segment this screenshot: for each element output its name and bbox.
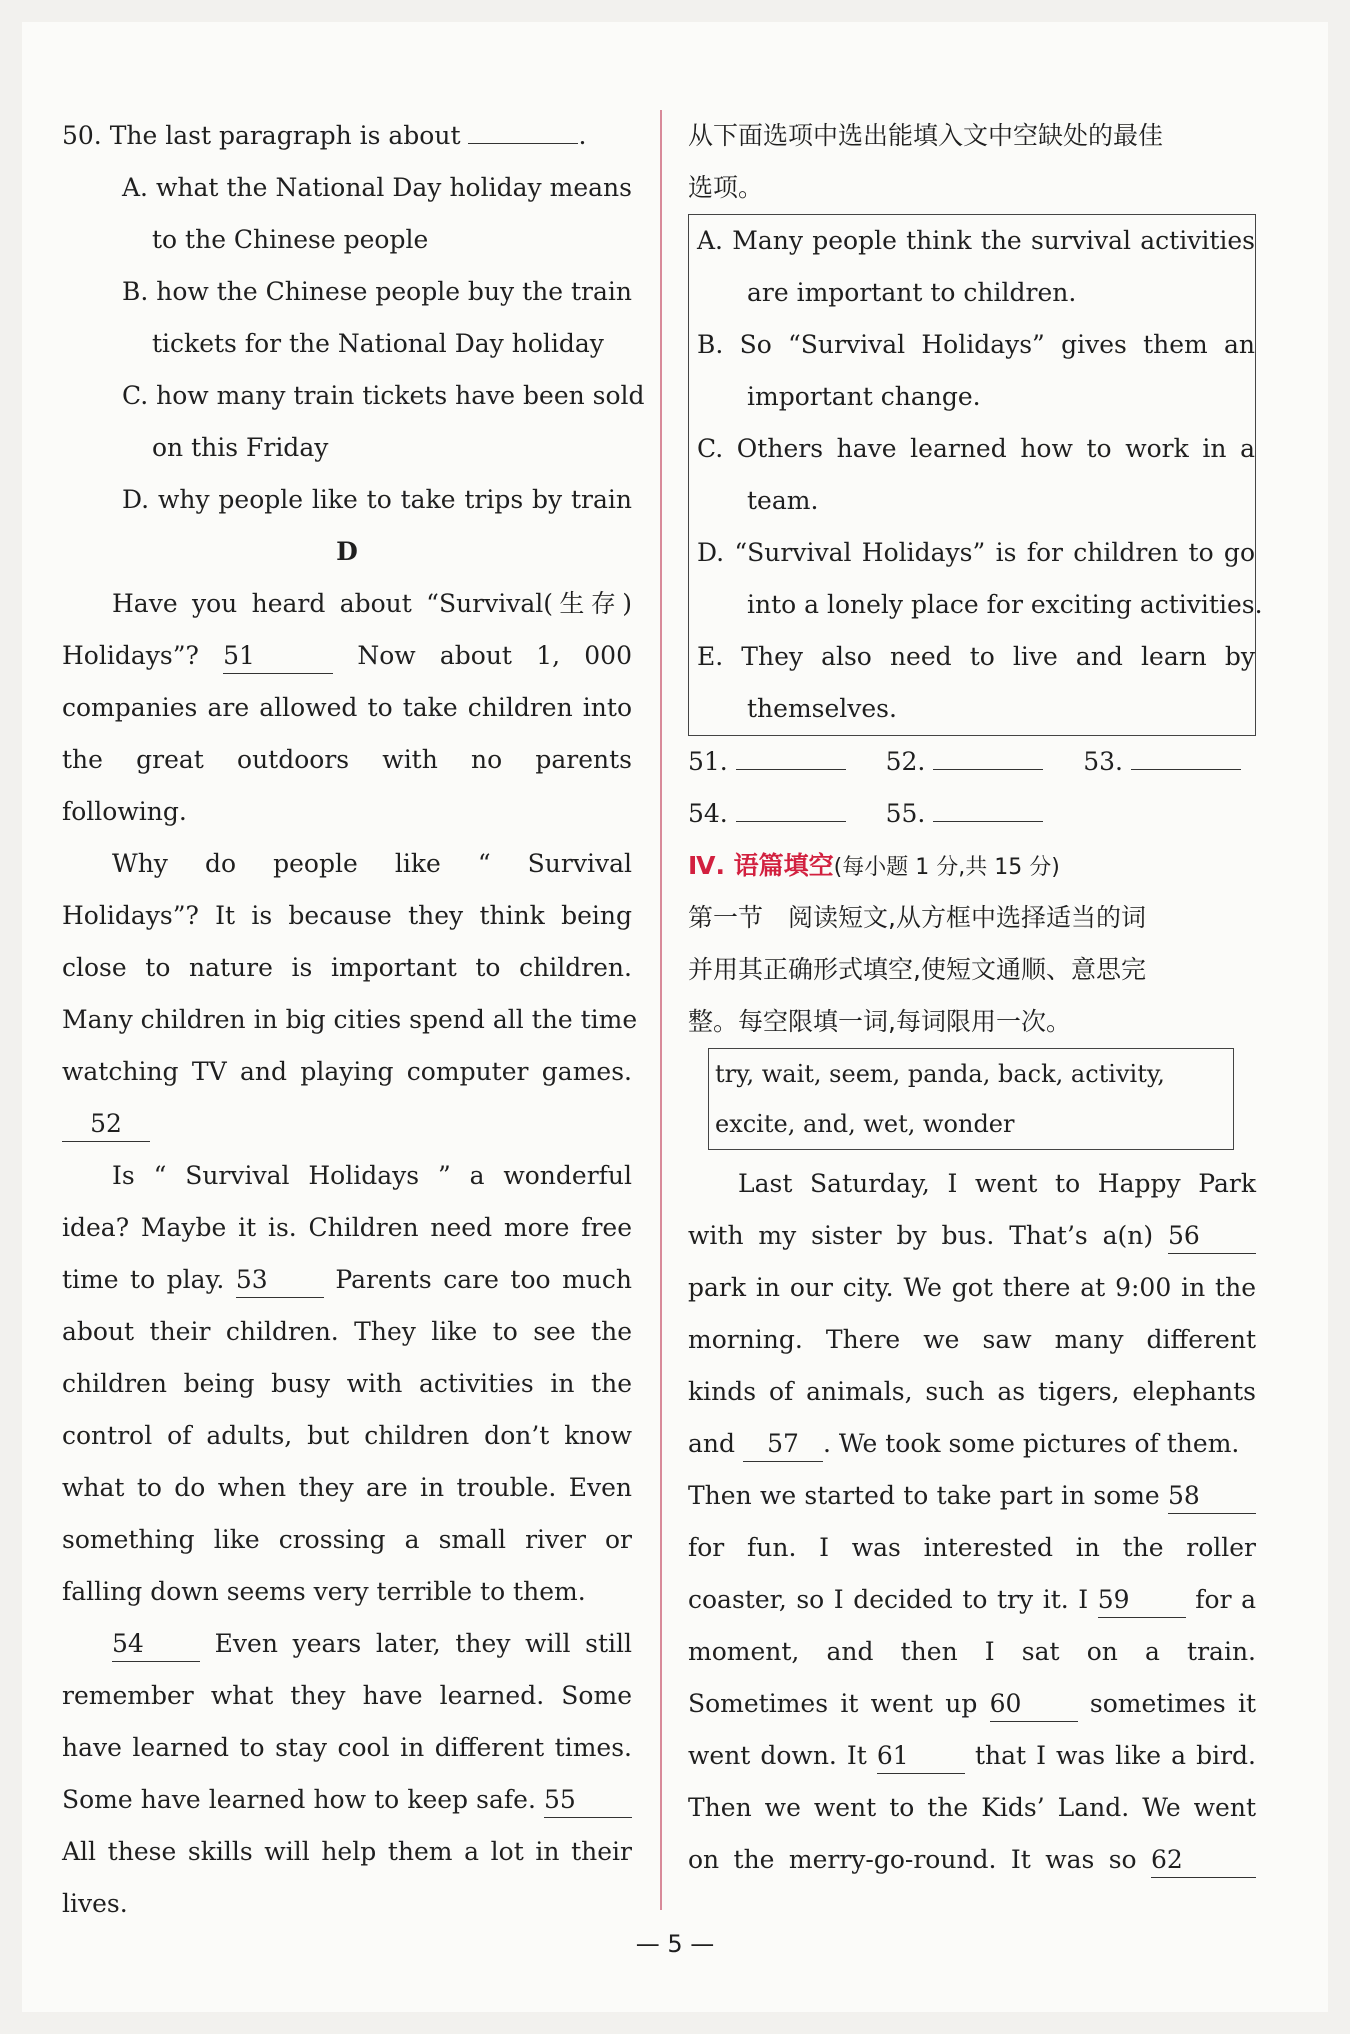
passage-line: have learned to stay cool in different times. [62,1733,632,1762]
option-50b: B. how the Chinese people buy the train [122,277,632,306]
passage-line: following. [62,797,187,826]
passage-line: watching TV and playing computer games. [62,1057,632,1086]
passage-line: Then we started to take part in some 58 [688,1470,1256,1522]
option-c: C. Others have learned how to work in a [697,434,1255,463]
blank-59[interactable]: 59 [1098,1583,1186,1618]
option-d-cont: into a lonely place for exciting activities. [747,590,1263,619]
passage-line [62,1098,632,1150]
left-column [62,110,645,1930]
passage-line: and 57 . We took some pictures of them. [688,1418,1256,1470]
passage-line: Why do people like “ Survival [112,849,632,878]
passage-line: control of adults, but children don’t know [62,1421,632,1450]
passage-line: falling down seems very terrible to them. [62,1577,586,1606]
blank-55[interactable]: 55 [544,1783,632,1818]
option-50d: D. why people like to take trips by train [122,485,632,514]
blank-53[interactable]: 53 [236,1263,324,1298]
option-b-cont: important change. [747,382,981,411]
passage-line: Sometimes it went up 60 sometimes it [688,1678,1256,1730]
blank-56[interactable]: 56 [1168,1219,1256,1254]
blank-57[interactable]: 57 [743,1427,823,1462]
option-50a: A. what the National Day holiday means [122,173,632,202]
passage-line: went down. It 61 that I was like a bird. [688,1730,1256,1782]
passage-line: remember what they have learned. Some [62,1681,632,1710]
blank-51[interactable]: 51 [223,639,333,674]
passage-line: time to play. 53 Parents care too much [62,1254,632,1306]
passage-line: Then we went to the Kids’ Land. We went [688,1793,1256,1822]
blank-62[interactable]: 62 [1151,1843,1256,1878]
passage-line: Some have learned how to keep safe. 55 [62,1774,632,1826]
option-50c: C. how many train tickets have been sold [122,381,645,410]
passage-line: park in our city. We got there at 9:00 in the [688,1273,1256,1302]
passage-line: children being busy with activities in the [62,1369,632,1398]
instruction-line: 从下面选项中选出能填入文中空缺处的最佳 [688,121,1164,150]
right-column [688,110,1263,1886]
word-bank-line: excite, and, wet, wonder [715,1110,1015,1138]
column-divider [660,110,662,1910]
instruction-line: 整。每空限填一词,每词限用一次。 [688,1007,1071,1036]
answer-row: 54. 55. [688,788,1256,840]
answer-55-field[interactable] [933,821,1043,822]
passage-line: Holidays”? 51 Now about 1, 000 [62,630,632,682]
blank-54[interactable]: 54 [112,1627,200,1662]
passage-line: moment, and then I sat on a train. [688,1637,1256,1666]
section-label: D [336,537,358,566]
passage-line: morning. There we saw many different [688,1325,1256,1354]
passage-line: about their children. They like to see the [62,1317,632,1346]
blank-60[interactable]: 60 [990,1687,1078,1722]
options-box [688,214,1263,736]
passage-line: lives. [62,1889,128,1918]
passage-line: Is “ Survival Holidays ” a wonderful [112,1161,632,1190]
passage-line: 54 Even years later, they will still [62,1618,632,1670]
passage-line: something like crossing a small river or [62,1525,632,1554]
instruction-line: 选项。 [688,173,764,202]
blank-61[interactable]: 61 [877,1739,965,1774]
page-number: — 5 — [635,1930,715,1958]
option-50a-cont: to the Chinese people [152,225,429,254]
passage-line: Have you heard about “Survival(生存) [112,589,632,618]
passage-line: for fun. I was interested in the roller [688,1533,1256,1562]
passage-line: All these skills will help them a lot in their [62,1837,632,1866]
instruction-line: 并用其正确形式填空,使短文通顺、意思完 [688,955,1146,984]
passage-line: Last Saturday, I went to Happy Park [738,1169,1256,1198]
option-50b-cont: tickets for the National Day holiday [152,329,604,358]
passage-line: Holidays”? It is because they think being [62,901,632,930]
passage-line: what to do when they are in trouble. Even [62,1473,632,1502]
instruction-line: 第一节 阅读短文,从方框中选择适当的词 [688,903,1146,932]
blank-50[interactable] [468,143,578,144]
passage-line: on the merry-go-round. It was so 62 [688,1834,1256,1886]
passage-line: kinds of animals, such as tigers, elephants [688,1377,1256,1406]
answer-row: 51. 52. 53. [688,736,1256,788]
passage-line: idea? Maybe it is. Children need more free [62,1213,632,1242]
answer-53-field[interactable] [1131,769,1241,770]
section-4-heading: Ⅳ. 语篇填空(每小题 1 分,共 15 分) [688,851,1060,880]
passage-line: the great outdoors with no parents [62,745,632,774]
word-bank-box [708,1048,1234,1150]
option-c-cont: team. [747,486,819,515]
passage-line: companies are allowed to take children into [62,693,632,722]
passage-line: coaster, so I decided to try it. I 59 for a [688,1574,1256,1626]
passage-line: with my sister by bus. That’s a(n) 56 [688,1210,1256,1262]
passage-line: Many children in big cities spend all the time [62,1005,638,1034]
option-a: A. Many people think the survival activities [697,226,1255,255]
option-b: B. So “Survival Holidays” gives them an [697,330,1255,359]
question-50: 50. The last paragraph is about . [62,121,587,150]
answer-51-field[interactable] [736,769,846,770]
blank-58[interactable]: 58 [1168,1479,1256,1514]
option-e-cont: themselves. [747,694,897,723]
option-d: D. “Survival Holidays” is for children to go [697,538,1255,567]
answer-54-field[interactable] [736,821,846,822]
option-e: E. They also need to live and learn by [697,642,1255,671]
word-bank-line: try, wait, seem, panda, back, activity, [715,1060,1165,1088]
option-50c-cont: on this Friday [152,433,329,462]
passage-line: close to nature is important to children. [62,953,632,982]
option-a-cont: are important to children. [747,278,1077,307]
answer-52-field[interactable] [933,769,1043,770]
blank-52[interactable]: 52 [62,1107,150,1142]
